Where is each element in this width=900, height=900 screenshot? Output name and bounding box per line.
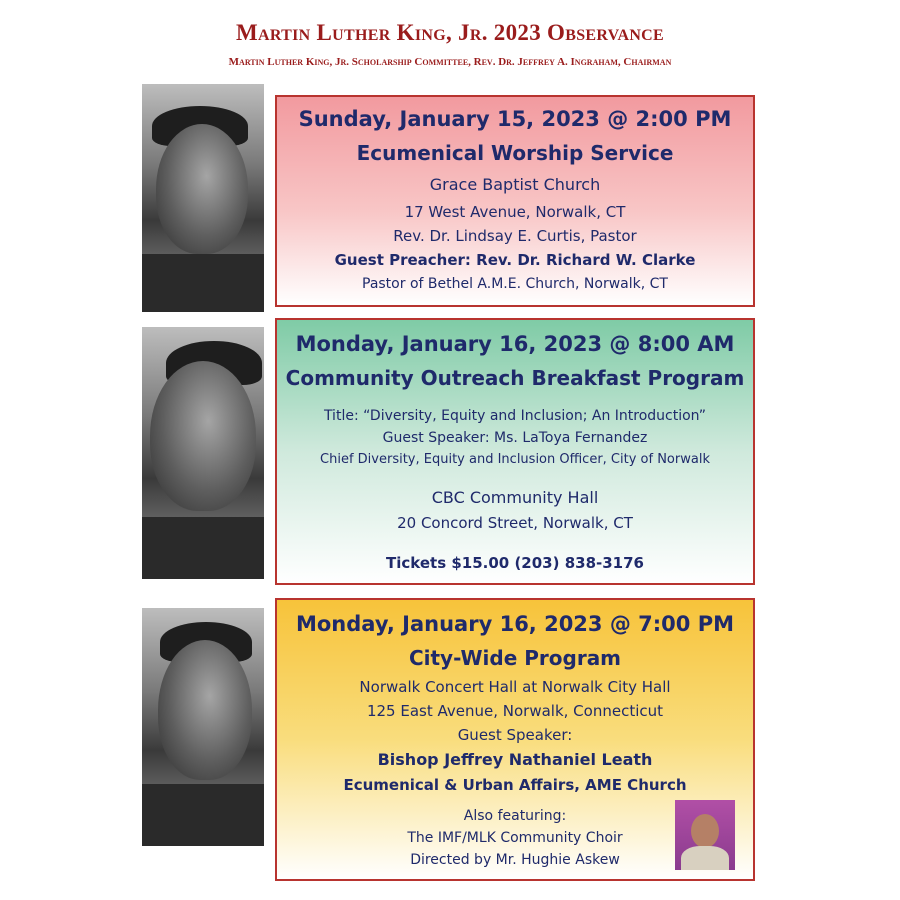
event3-address: 125 East Avenue, Norwalk, Connecticut bbox=[366, 702, 664, 720]
portrait-photo-1 bbox=[142, 84, 264, 312]
portrait-photo-3 bbox=[142, 608, 264, 846]
event2-topic: Title: “Diversity, Equity and Inclusion; An Introduction” bbox=[323, 408, 707, 424]
event3-name: City-Wide Program bbox=[408, 646, 622, 670]
event1-pastor: Rev. Dr. Lindsay E. Curtis, Pastor bbox=[393, 227, 637, 245]
event2-name: Community Outreach Breakfast Program bbox=[285, 366, 745, 390]
event3-speaker-role: Ecumenical & Urban Affairs, AME Church bbox=[343, 776, 687, 794]
event-box-citywide bbox=[275, 598, 755, 881]
event1-name: Ecumenical Worship Service bbox=[356, 141, 674, 165]
event-box-worship bbox=[275, 95, 755, 307]
event2-tickets: Tickets $15.00 (203) 838-3176 bbox=[386, 554, 644, 572]
event3-director: Directed by Mr. Hughie Askew bbox=[410, 852, 620, 868]
guest-speaker-photo bbox=[675, 800, 735, 870]
event1-venue: Grace Baptist Church bbox=[429, 175, 601, 194]
event1-preacher-role: Pastor of Bethel A.M.E. Church, Norwalk, CT bbox=[362, 276, 668, 292]
event3-speaker-label: Guest Speaker: bbox=[457, 726, 573, 744]
event1-date: Sunday, January 15, 2023 @ 2:00 PM bbox=[298, 107, 732, 131]
page-title: Martin Luther King, Jr. 2023 Observance bbox=[235, 20, 665, 45]
page-subtitle: Martin Luther King, Jr. Scholarship Committee, Rev. Dr. Jeffrey A. Ingraham, Chairman bbox=[228, 56, 672, 68]
event2-venue: CBC Community Hall bbox=[431, 488, 599, 507]
event3-choir: The IMF/MLK Community Choir bbox=[407, 830, 623, 846]
event2-speaker: Guest Speaker: Ms. LaToya Fernandez bbox=[382, 430, 648, 446]
event2-date: Monday, January 16, 2023 @ 8:00 AM bbox=[295, 332, 735, 356]
event1-preacher: Guest Preacher: Rev. Dr. Richard W. Clarke bbox=[334, 251, 696, 269]
event3-venue: Norwalk Concert Hall at Norwalk City Hall bbox=[359, 678, 671, 696]
portrait-photo-2 bbox=[142, 327, 264, 579]
event3-featuring-label: Also featuring: bbox=[463, 808, 567, 824]
event2-address: 20 Concord Street, Norwalk, CT bbox=[397, 514, 633, 532]
event3-date: Monday, January 16, 2023 @ 7:00 PM bbox=[295, 612, 734, 636]
event2-speaker-role: Chief Diversity, Equity and Inclusion Officer, City of Norwalk bbox=[320, 452, 710, 467]
event-box-breakfast bbox=[275, 318, 755, 585]
event3-speaker: Bishop Jeffrey Nathaniel Leath bbox=[377, 750, 653, 769]
event1-address: 17 West Avenue, Norwalk, CT bbox=[404, 203, 626, 221]
